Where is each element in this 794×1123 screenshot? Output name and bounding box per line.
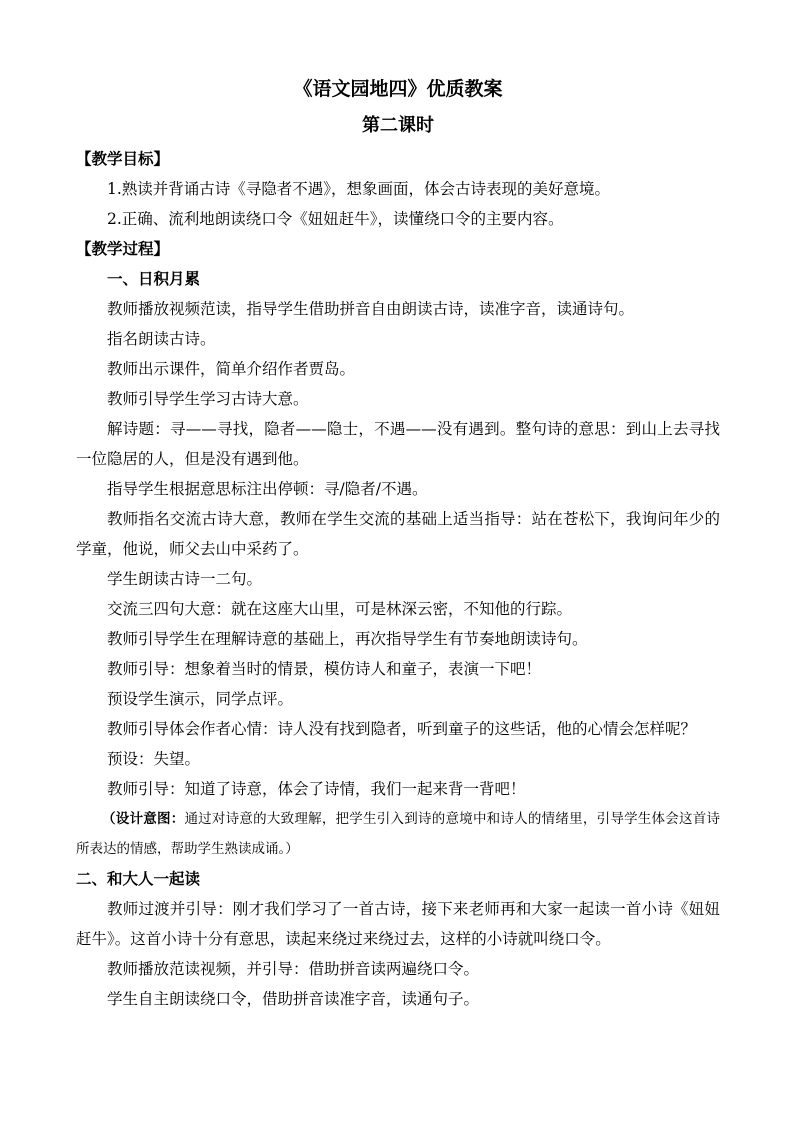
document-title: 《语文园地四》优质教案 [293, 78, 503, 100]
paragraph: 教师过渡并引导：刚才我们学习了一首古诗，接下来老师再和大家一起读一首小诗《妞妞赶牛》。这首小诗十分有意思，读起来绕过来绕过去，这样的小诗就叫绕口令。 [76, 900, 720, 948]
paragraph: 教师引导：知道了诗意，体会了诗情，我们一起来背一背吧！ [107, 780, 526, 798]
paragraph: 交流三四句大意：就在这座大山里，可是林深云密，不知他的行踪。 [107, 600, 573, 618]
paragraph: 教师引导学生在理解诗意的基础上，再次指导学生有节奏地朗读诗句。 [107, 630, 588, 648]
paragraph: 教师指名交流古诗大意，教师在学生交流的基础上适当指导：站在苍松下，我询问年少的学童，他说，师父去山中采药了。 [76, 510, 720, 558]
paragraph: 预设学生演示，同学点评。 [107, 690, 294, 708]
objectives-heading: 【教学目标】 [76, 149, 170, 168]
objective-item: 2.正确、流利地朗读绕口令《妞妞赶牛》，读懂绕口令的主要内容。 [107, 210, 564, 228]
section-heading-daily-accumulation: 一、日积月累 [107, 269, 201, 288]
paragraph: 教师引导：想象着当时的情景，模仿诗人和童子，表演一下吧！ [107, 660, 542, 678]
paragraph: 预设：失望。 [107, 750, 201, 768]
paragraph: 教师播放范读视频，并引导：借助拼音读两遍绕口令。 [107, 960, 480, 978]
paragraph: 教师引导体会作者心情：诗人没有找到隐者，听到童子的这些话，他的心情会怎样呢？ [107, 720, 697, 738]
paragraph: 教师播放视频范读，指导学生借助拼音自由朗读古诗，读准字音，读通诗句。 [107, 300, 635, 318]
paragraph: 解诗题：寻——寻找，隐者——隐士，不遇——没有遇到。整句诗的意思：到山上去寻找一位隐居的人，但是没有遇到他。 [76, 420, 720, 468]
section-heading-read-with-adults: 二、和大人一起读 [76, 869, 201, 888]
paragraph: 指名朗读古诗。 [107, 330, 216, 348]
paragraph: 学生朗读古诗一二句。 [107, 570, 263, 588]
lesson-plan-page [76, 70, 720, 1014]
objective-item: 1.熟读并背诵古诗《寻隐者不遇》，想象画面，体会古诗表现的美好意境。 [107, 180, 611, 198]
design-intent-text: 通过对诗意的大致理解，把学生引入到诗的意境中和诗人的情绪里，引导学生体会这首诗所表达的情感，帮助学生熟读成诵。） [76, 811, 721, 857]
paragraph: 教师引导学生学习古诗大意。 [107, 390, 309, 408]
paragraph: 学生自主朗读绕口令，借助拼音读准字音，读通句子。 [107, 990, 480, 1008]
design-intent-note [76, 804, 720, 864]
design-intent-label: （设计意图： [102, 811, 185, 827]
document-subtitle: 第二课时 [362, 115, 434, 136]
paragraph: 指导学生根据意思标注出停顿：寻/隐者/不遇。 [107, 480, 428, 498]
process-heading: 【教学过程】 [76, 239, 170, 258]
paragraph: 教师出示课件，简单介绍作者贾岛。 [107, 360, 356, 378]
